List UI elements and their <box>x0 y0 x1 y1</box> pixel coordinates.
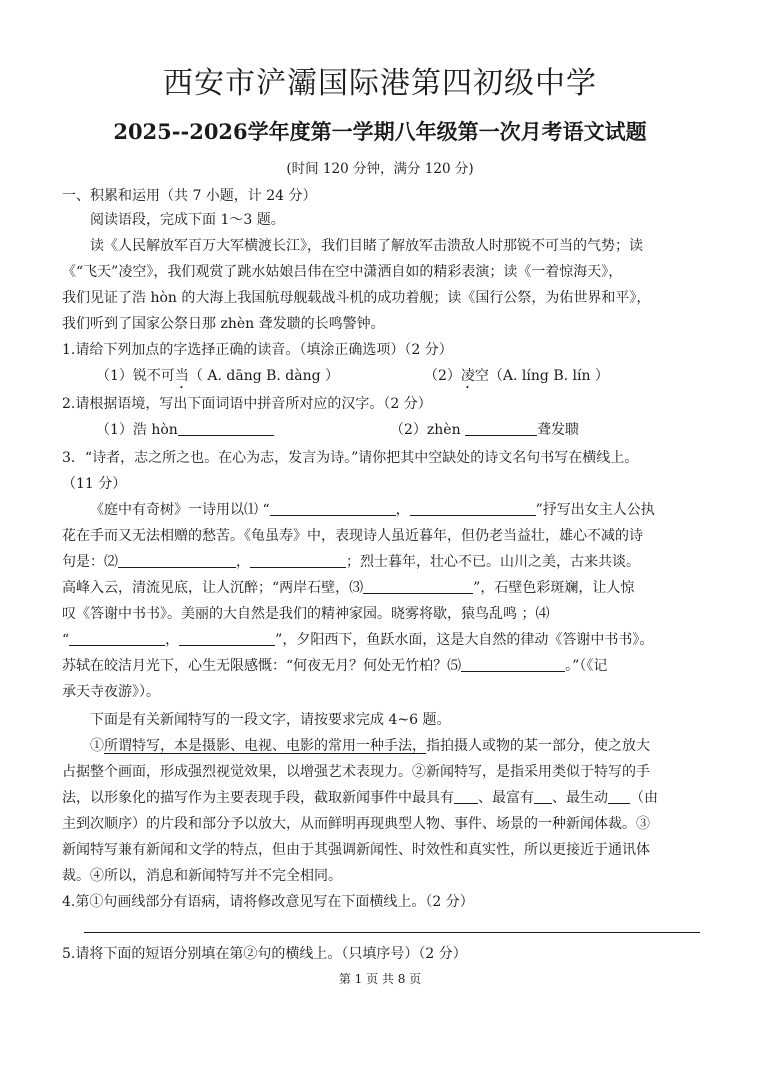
passage-blank-2[interactable] <box>534 789 552 804</box>
q2-item-2 <box>390 420 579 440</box>
q3-blank-3[interactable] <box>363 579 473 594</box>
question-2-stem: 2.请根据语境，写出下面词语中拼音所对应的汉字。（2 分） <box>62 396 432 412</box>
q1-option-1-pre: （1）锐不可 <box>96 368 175 384</box>
q2-item-2-post: 聋发聩 <box>537 422 580 438</box>
question-3-score: （11 分） <box>62 476 127 492</box>
q3-blank-4b[interactable] <box>179 631 275 646</box>
q3-line-2: 花在手而又无法相赠的愁苦。《龟虽寿》中，表现诗人虽近暮年，但仍老当益壮，雄心不减的诗 <box>62 528 643 544</box>
question-1-stem: 1.请给下列加点的字选择正确的读音。（填涂正确选项）（2 分） <box>62 342 453 358</box>
passage-intro: 下面是有关新闻特写的一段文字，请按要求完成 4~6 题。 <box>90 712 451 728</box>
time-note: (时间 120 分钟，满分 120 分) <box>286 161 474 177</box>
q1-dotted-char-1: 当 <box>174 368 189 384</box>
question-2-items <box>96 420 696 440</box>
q2-item-2-pre: （2）zhèn <box>390 422 461 438</box>
page-number: 第 1 页 共 8 页 <box>338 972 422 986</box>
q3-blank-4a[interactable] <box>69 631 165 646</box>
passage-blank-1[interactable] <box>454 789 478 804</box>
passage-line-1: ①所谓特写，本是摄影、电视、电影的常用一种手法，指拍摄人或物的某一部分，使之放大 <box>90 738 650 754</box>
q3-blank-1b[interactable] <box>410 501 536 516</box>
passage-line-2: 占据整个画面，形成强烈视觉效果，以增强艺术表现力。②新闻特写，是指采用类似于特写的手 <box>62 764 650 780</box>
passage-blank-3[interactable] <box>608 789 630 804</box>
passage-line-5: 新闻特写兼有新闻和文学的特点，但由于其强调新闻性、时效性和真实性，所以更接近于通讯体 <box>62 842 650 858</box>
section-heading: 一、积累和运用（共 7 小题，计 24 分） <box>62 188 317 204</box>
q1-dotted-char-2: 凌 <box>460 368 475 384</box>
q3-line-4: 高峰入云，清流见底，让人沉醉；“两岸石壁，⑶ ”，石壁色彩斑斓，让人惊 <box>62 580 635 596</box>
question-1-options <box>96 366 696 392</box>
q3-line-8: 承天寺夜游》）。 <box>62 684 160 700</box>
q2-blank-2[interactable] <box>465 421 537 436</box>
q1-option-2 <box>424 366 609 392</box>
q3-line-7: 苏轼在皎洁月光下，心生无限感慨：“何夜无月？何处无竹柏？⑸ 。”（《记 <box>62 658 608 674</box>
reading-para-line-4: 我们听到了国家公祭日那 zhèn 聋发聩的长鸣警钟。 <box>62 316 385 332</box>
reading-para-line-3: 我们见证了浩 hòn 的大海上我国航母舰载战斗机的成功着舰；读《国行公祭，为佑世界和平》， <box>62 290 651 306</box>
q3-line-6: “ ， ”，夕阳西下，鱼跃水面，这是大自然的律动《答谢中书书》。 <box>62 632 654 648</box>
school-title: 西安市浐灞国际港第四初级中学 <box>163 66 597 101</box>
answer-line[interactable] <box>84 932 700 933</box>
q2-blank-1[interactable] <box>178 421 274 436</box>
question-3-stem: 3．“诗者，志之所之也。在心为志，发言为诗。”请你把其中空缺处的诗文名句书写在横线上。 <box>62 450 639 466</box>
q3-line-1: 《庭中有奇树》一诗用以⑴ “ ， ”抒写出女主人公执 <box>90 502 655 518</box>
passage-line-4: 主到次顺序）的片段和部分予以放大，从而鲜明再现典型人物、事件、场景的一种新闻体裁。③ <box>62 816 650 832</box>
q3-blank-2a[interactable] <box>118 553 236 568</box>
q3-blank-5[interactable] <box>461 657 565 672</box>
q3-blank-1a[interactable] <box>270 501 396 516</box>
question-4-stem: 4.第①句画线部分有语病，请将修改意见写在下面横线上。（2 分） <box>62 894 474 910</box>
q1-option-2-post: 空（A. líng B. lín ） <box>474 368 609 384</box>
q3-blank-2b[interactable] <box>250 553 346 568</box>
reading-para-line-2: 《“飞天”凌空》，我们观赏了跳水姑娘吕伟在空中潇洒自如的精彩表演；读《一着惊海天》， <box>62 264 623 280</box>
q1-option-1-post: （ A. dāng B. dàng ） <box>188 368 340 384</box>
section-intro: 阅读语段，完成下面 1～3 题。 <box>90 212 285 228</box>
passage-line-6: 裁。④所以，消息和新闻特写并不完全相同。 <box>62 868 342 884</box>
q3-line-5: 叹《答谢中书书》。美丽的大自然是我们的精神家园。晓雾将歇，猿鸟乱鸣 ；⑷ <box>62 606 550 622</box>
reading-para-line-1: 读《人民解放军百万大军横渡长江》，我们目睹了解放军击溃敌人时那锐不可当的气势；读 <box>90 238 643 254</box>
q1-option-2-pre: （2） <box>424 368 461 384</box>
question-5-stem: 5.请将下面的短语分别填在第②句的横线上。（只填序号）（2 分） <box>62 946 467 962</box>
q2-item-1: （1）浩 hòn <box>96 422 178 438</box>
q3-line-3: 句是：⑵ ， ；烈士暮年，壮心不已。山川之美，古来共谈。 <box>62 554 640 570</box>
passage-line-3: 法，以形象化的描写作为主要表现手段，截取新闻事件中最具有 、最富有 、最生动 （由 <box>62 790 658 806</box>
exam-title: 2025--2026学年度第一学期八年级第一次月考语文试题 <box>113 119 647 144</box>
underlined-sentence: 所谓特写，本是摄影、电视、电影的常用一种手法， <box>104 738 426 754</box>
